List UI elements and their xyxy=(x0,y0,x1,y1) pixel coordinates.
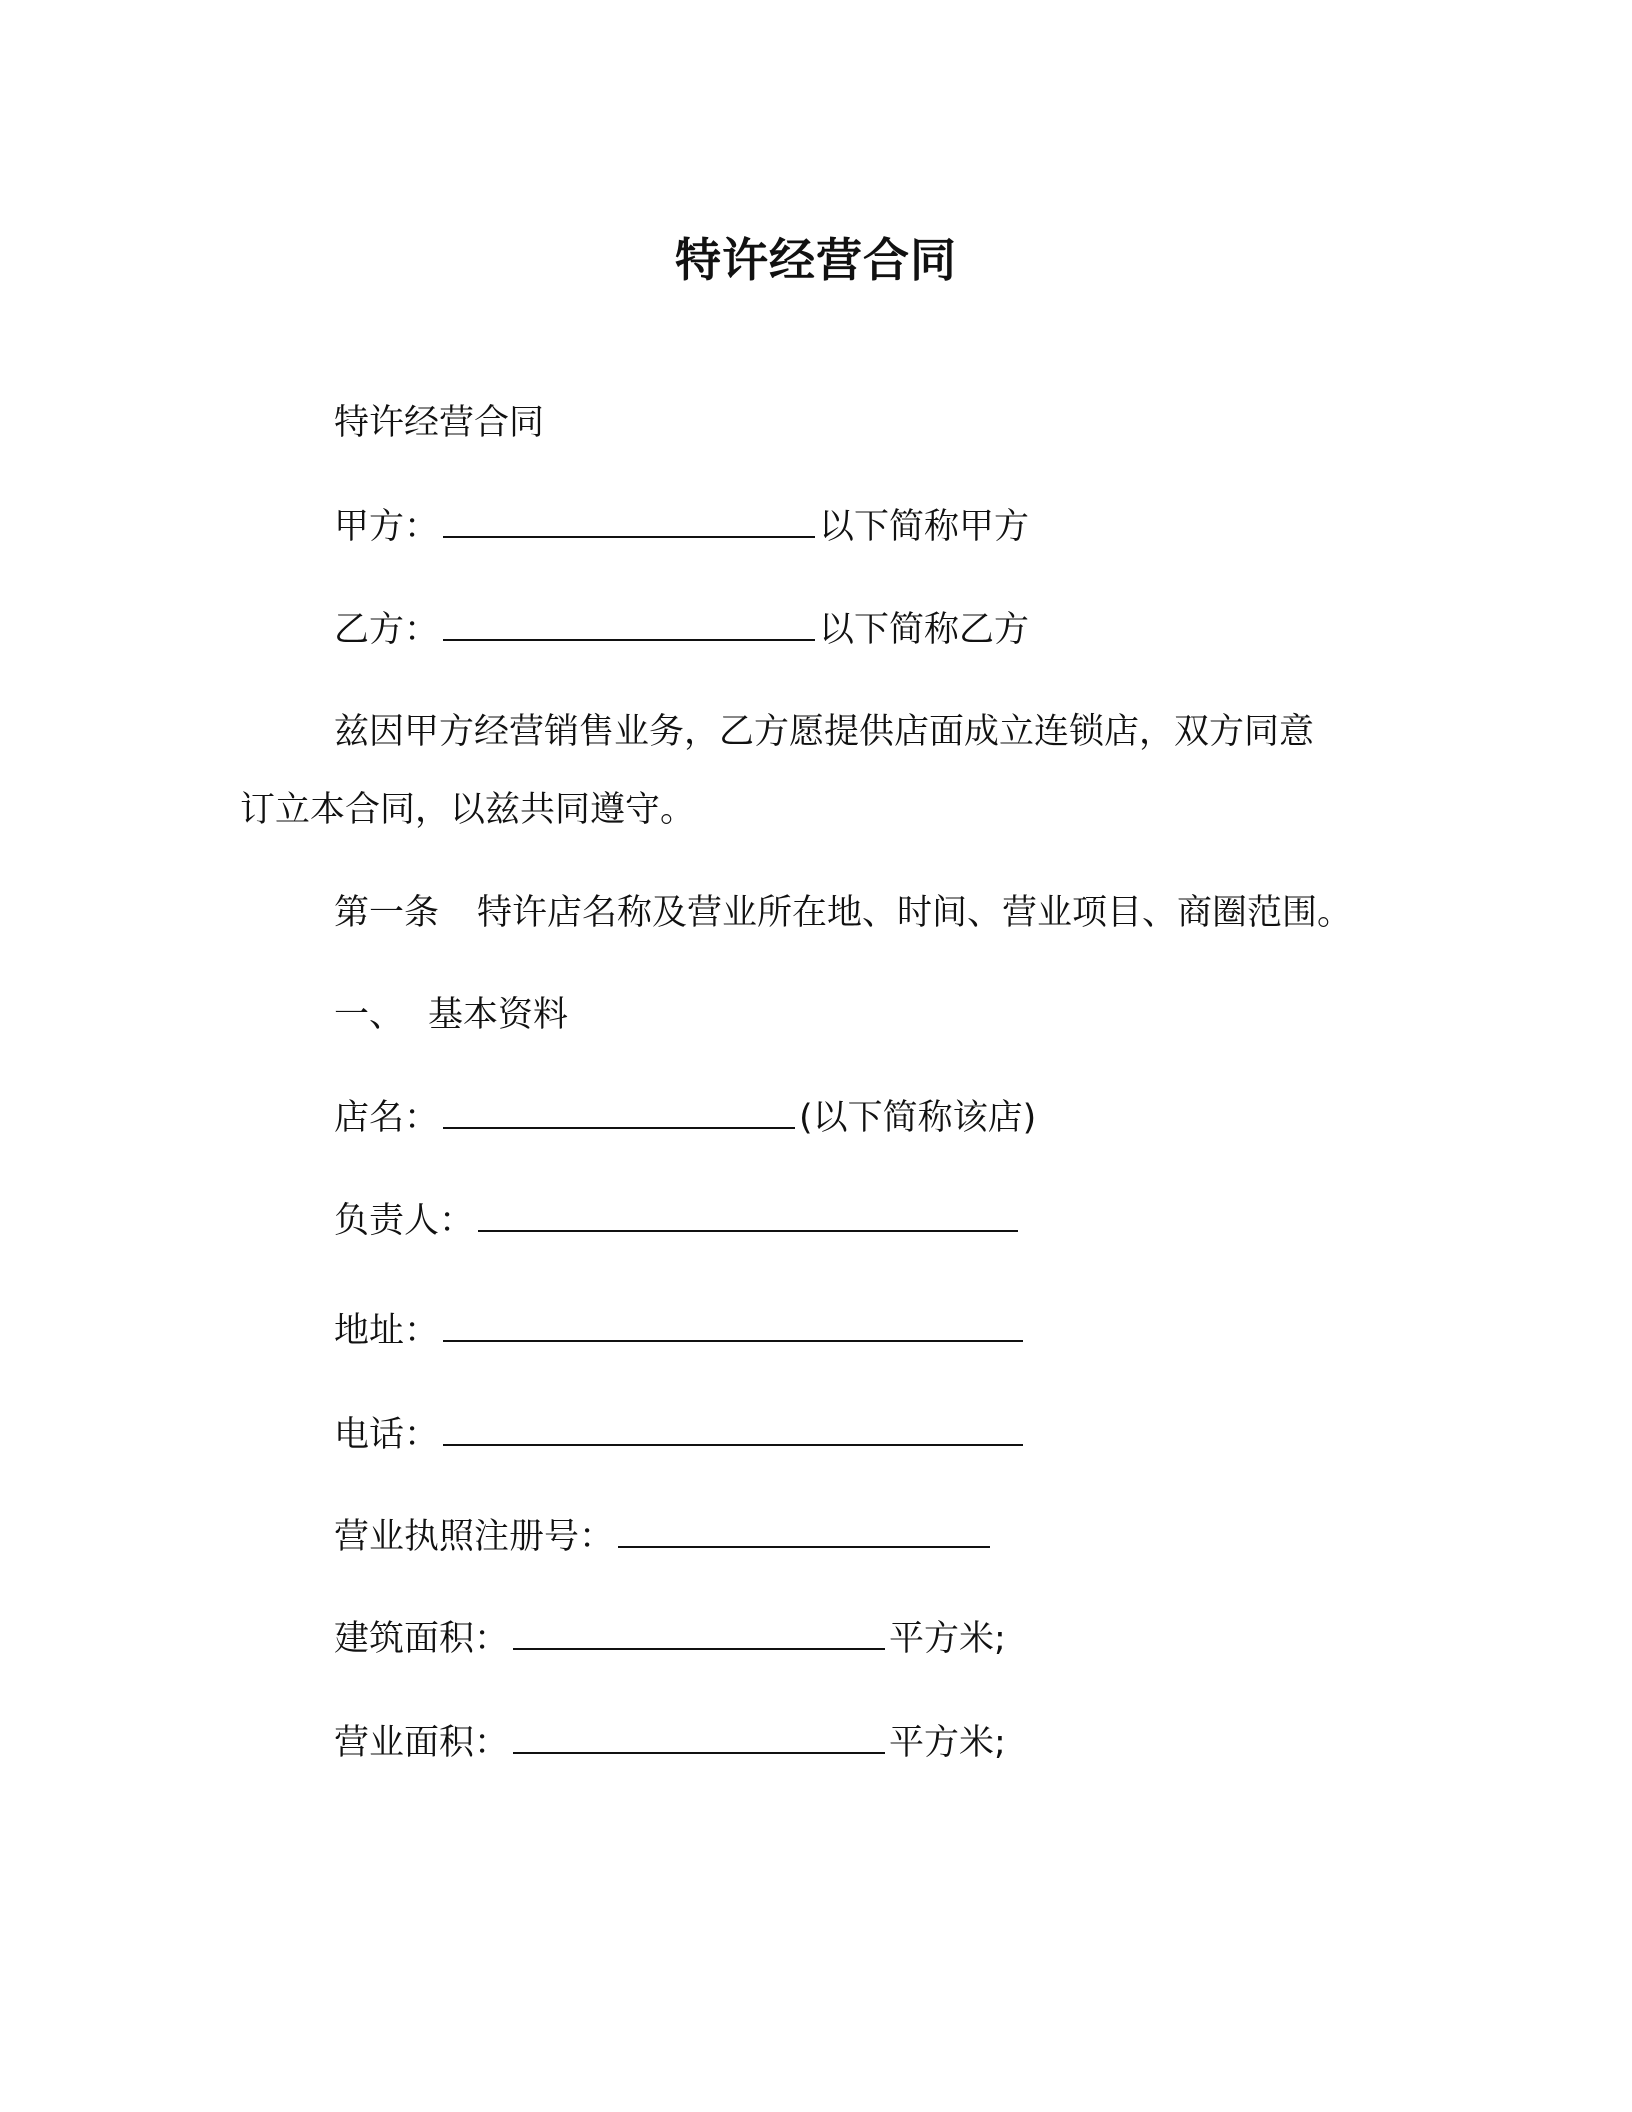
intro-paragraph-line-2: 订立本合同，以兹共同遵守。 xyxy=(240,790,696,830)
manager-label: 负责人： xyxy=(334,1201,475,1241)
section-1-text: 基本资料 xyxy=(428,995,569,1035)
store-name-suffix: (以下简称该店) xyxy=(799,1098,1037,1138)
party-b-suffix: 以下简称乙方 xyxy=(819,610,1030,650)
license-blank xyxy=(618,1512,990,1548)
party-a-line xyxy=(334,502,1029,552)
party-a-blank xyxy=(443,502,815,538)
manager-field xyxy=(334,1196,1022,1246)
address-label: 地址： xyxy=(334,1311,440,1351)
party-a-label: 甲方： xyxy=(334,507,440,547)
business-area-suffix: 平方米; xyxy=(889,1723,1006,1763)
address-field xyxy=(334,1306,1027,1356)
building-area-suffix: 平方米; xyxy=(889,1619,1006,1659)
building-area-field xyxy=(334,1614,1006,1664)
store-name-field xyxy=(334,1093,1036,1143)
store-name-label: 店名： xyxy=(334,1098,440,1138)
business-area-field xyxy=(334,1718,1006,1768)
party-a-suffix: 以下简称甲方 xyxy=(819,507,1030,547)
manager-blank xyxy=(478,1196,1018,1232)
license-field xyxy=(334,1512,994,1562)
section-1-number: 一、 xyxy=(334,995,405,1035)
intro-paragraph-line-1: 兹因甲方经营销售业务，乙方愿提供店面成立连锁店，双方同意 xyxy=(334,712,1315,752)
party-b-blank xyxy=(443,605,815,641)
article-1-heading xyxy=(334,888,1352,938)
phone-blank xyxy=(443,1410,1023,1446)
article-1-number: 第一条 xyxy=(334,893,440,933)
building-area-label: 建筑面积： xyxy=(334,1619,510,1659)
license-label: 营业执照注册号： xyxy=(334,1517,615,1557)
phone-field xyxy=(334,1410,1027,1460)
party-b-label: 乙方： xyxy=(334,610,440,650)
party-b-line xyxy=(334,605,1029,655)
subtitle: 特许经营合同 xyxy=(334,403,545,443)
phone-label: 电话： xyxy=(334,1415,440,1455)
document-title: 特许经营合同 xyxy=(675,233,957,287)
article-1-text: 特许店名称及营业所在地、时间、营业项目、商圈范围。 xyxy=(477,893,1353,933)
store-name-blank xyxy=(443,1093,795,1129)
section-1-heading xyxy=(334,990,568,1040)
business-area-blank xyxy=(513,1718,885,1754)
address-blank xyxy=(443,1306,1023,1342)
business-area-label: 营业面积： xyxy=(334,1723,510,1763)
building-area-blank xyxy=(513,1614,885,1650)
